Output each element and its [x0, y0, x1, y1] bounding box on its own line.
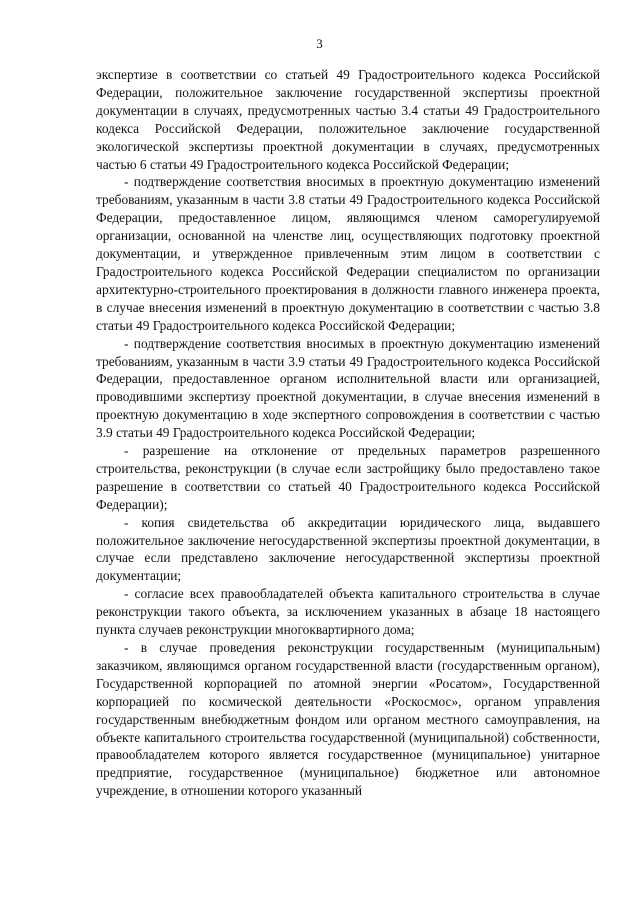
paragraph-item: - подтверждение соответствия вносимых в проектную документацию изменений требованиям, указанным в части 3.8 статьи 49 Градостроительного кодекса Российской Федерации, предоставленное лицом, являющимся членом саморегулируемой организации, основанной на членстве лиц, осуществляющих подготовку проектной документации, и утвержденное привлеченным этим лицом в соответствии с Градостроительного кодекса Российской Федерации специалистом по организации архитектурно-строительного проектирования в должности главного инженера проекта, в случае внесения изменений в проектную документацию в соответствии с частью 3.8 статьи 49 Градостроительного кодекса Российской Федерации; — [96, 174, 600, 333]
paragraph-item: - копия свидетельства об аккредитации юридического лица, выдавшего положительное заключение негосударственной экспертизы проектной документации, в случае если представлено заключение негосударственной экспертизы проектной документации; — [96, 514, 600, 584]
paragraph-continuation: экспертизе в соответствии со статьей 49 Градостроительного кодекса Российской Федерации, положительное заключение государственной экспертизы проектной документации в случаях, предусмотренных частью 3.4 статьи 49 Градостроительного кодекса Российской Федерации, положительное заключение государственной экологической экспертизы проектной документации в случаях, предусмотренных частью 6 статьи 49 Градостроительного кодекса Российской Федерации; — [96, 67, 600, 172]
paragraph-item: - согласие всех правообладателей объекта капитального строительства в случае реконструкции такого объекта, за исключением указанных в абзаце 18 настоящего пункта случаев реконструкции многоквартирного дома; — [96, 586, 600, 638]
page-number: 3 — [316, 36, 323, 51]
paragraph-item: - в случае проведения реконструкции государственным (муниципальным) заказчиком, являющимся органом государственной власти (государственным органом), Государственной корпорацией по атомной энергии «Росатом», Государственной корпорацией по космической деятельности «Роскосмос», органом управления государственным внебюджетным фондом или органом местного самоуправления, на объекте капитального строительства государственной (муниципальной) собственности, правообладателем которого является государственное (муниципальное) унитарное предприятие, государственное (муниципальное) бюджетное или автономное учреждение, в отношении которого указанный — [96, 640, 600, 799]
paragraph-item: - разрешение на отклонение от предельных параметров разрешенного строительства, реконструкции (в случае если застройщику было предоставлено такое разрешение в соответствии со статьей 40 Градостроительного кодекса Российской Федерации); — [96, 443, 600, 512]
document-body — [96, 66, 600, 800]
paragraph-item: - подтверждение соответствия вносимых в проектную документацию изменений требованиям, указанным в части 3.9 статьи 49 Градостроительного кодекса Российской Федерации, предоставленное органом исполнительной власти или организацией, проводившими экспертизу проектной документации, в случае внесения изменений в проектную документацию в ходе экспертного сопровождения в соответствии с частью 3.9 статьи 49 Градостроительного кодекса Российской Федерации; — [96, 335, 600, 441]
